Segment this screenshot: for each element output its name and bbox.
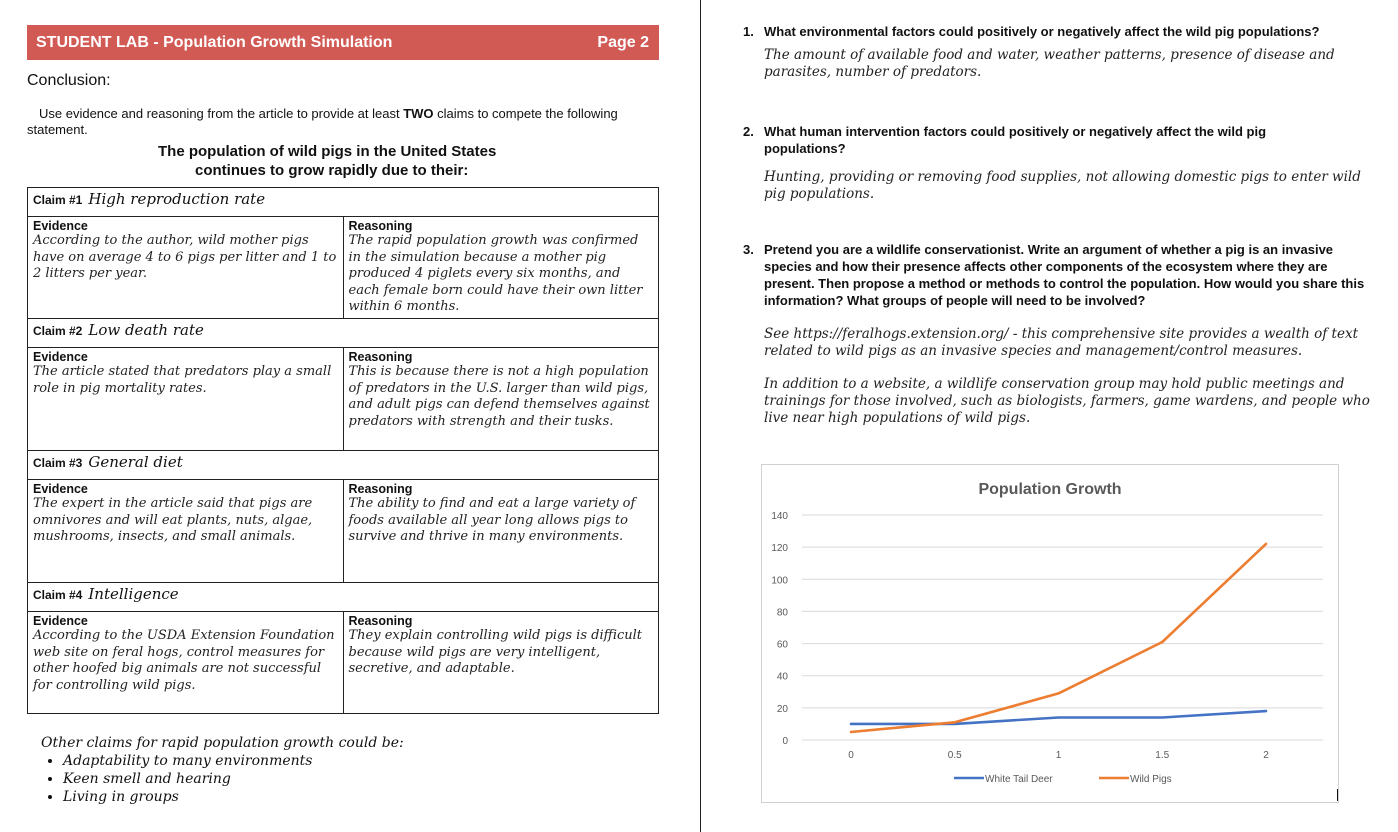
evidence-reasoning-row <box>28 480 659 583</box>
x-tick-label: 0.5 <box>947 750 962 761</box>
claim-label: Claim #4 <box>33 588 83 602</box>
question-number: 1. <box>743 24 754 39</box>
question-1 <box>743 23 1373 40</box>
text-cursor <box>1337 789 1338 801</box>
claim-answer: Intelligence <box>88 585 179 603</box>
reasoning-cell <box>343 348 659 451</box>
claim-statement <box>27 142 659 180</box>
evidence-reasoning-row <box>28 348 659 451</box>
claim-row <box>28 319 659 348</box>
y-tick-label: 60 <box>776 639 788 651</box>
y-tick-label: 80 <box>776 607 788 619</box>
x-tick-label: 2 <box>1263 750 1269 761</box>
right-page <box>702 0 1398 832</box>
claim-answer: General diet <box>88 453 183 471</box>
claim-cell <box>28 188 659 217</box>
reasoning-text: The ability to find and eat a large variety of foods available all year long allows pigs to survive and thrive in many environments. <box>348 496 636 544</box>
claim-answer: Low death rate <box>88 321 204 339</box>
instructions-bold: TWO <box>403 106 434 121</box>
other-claims-list <box>41 752 404 806</box>
evidence-header: Evidence <box>33 219 88 233</box>
instructions <box>27 106 657 138</box>
evidence-text: According to the author, wild mother pigs have on average 4 to 6 pigs per litter and 1 to 2 litters per year. <box>33 233 337 281</box>
evidence-reasoning-row <box>28 612 659 714</box>
claims-table <box>27 187 659 714</box>
claim-answer: High reproduction rate <box>88 190 266 208</box>
x-tick-label: 1.5 <box>1155 750 1170 761</box>
list-item: • Adaptability to many environments <box>63 752 404 770</box>
series-line <box>851 711 1266 724</box>
claim-cell <box>28 319 659 348</box>
evidence-cell <box>28 480 344 583</box>
evidence-text: According to the USDA Extension Foundation web site on feral hogs, control measures for other hoofed big animals are not successful for controlling wild pigs. <box>33 628 335 693</box>
evidence-cell <box>28 348 344 451</box>
evidence-header: Evidence <box>33 350 88 364</box>
chart-title: Population Growth <box>978 481 1122 498</box>
x-tick-label: 1 <box>1055 750 1062 761</box>
claim-row <box>28 451 659 480</box>
instructions-text: Use evidence and reasoning from the article to provide at least <box>39 106 404 121</box>
answer-3a: See https://feralhogs.extension.org/ - this comprehensive site provides a wealth of text related to wild pigs as an invasive species and management/control measures. <box>764 326 1359 359</box>
instructions-text-end: claims to compete the following statement. <box>27 106 618 137</box>
lab-banner <box>27 25 659 60</box>
question-text: Pretend you are a wildlife conservationist. Write an argument of whether a pig is an invasive species and how their presence affects other components of the ecosystem where they are present. Then propose a method or methods to control the population. How would you share this information? What groups of people will need to be involved? <box>764 242 1365 308</box>
reasoning-cell <box>343 480 659 583</box>
claim-cell <box>28 583 659 612</box>
question-3 <box>743 241 1373 309</box>
y-tick-label: 120 <box>771 543 788 555</box>
reasoning-header: Reasoning <box>348 614 413 628</box>
legend-label: Wild Pigs <box>1130 774 1172 785</box>
claim-label: Claim #1 <box>33 193 83 207</box>
claim-label: Claim #3 <box>33 456 83 470</box>
reasoning-cell <box>343 217 659 319</box>
population-growth-chart <box>761 464 1339 803</box>
answer-3b: In addition to a website, a wildlife conservation group may hold public meetings and trainings for those involved, such as biologists, farmers, game wardens, and people who live near high populations of wild pigs. <box>764 376 1370 426</box>
reasoning-text: They explain controlling wild pigs is difficult because wild pigs are very intelligent, secretive, and adaptable. <box>348 628 643 676</box>
reasoning-text: The rapid population growth was confirmed in the simulation because a mother pig produced 4 piglets every six months, and each female born could have their own litter within 6 months. <box>348 233 643 314</box>
legend-label: White Tail Deer <box>985 774 1053 785</box>
other-claims-heading: Other claims for rapid population growth could be: <box>41 735 404 751</box>
answer-2: Hunting, providing or removing food supplies, not allowing domestic pigs to enter wild pig populations. <box>764 169 1361 202</box>
other-claims <box>41 734 404 806</box>
claim-cell <box>28 451 659 480</box>
page-divider <box>700 0 701 832</box>
evidence-text: The expert in the article said that pigs are omnivores and will eat plants, nuts, algae, mushrooms, insects, and small animals. <box>33 496 313 544</box>
evidence-header: Evidence <box>33 614 88 628</box>
series-line <box>851 544 1266 732</box>
evidence-text: The article stated that predators play a small role in pig mortality rates. <box>33 364 332 396</box>
conclusion-heading: Conclusion: <box>27 72 111 89</box>
y-tick-label: 40 <box>776 671 788 683</box>
banner-title: STUDENT LAB - Population Growth Simulation <box>36 34 393 51</box>
evidence-cell <box>28 217 344 319</box>
question-number: 3. <box>743 242 754 257</box>
y-tick-label: 100 <box>771 575 788 587</box>
evidence-cell <box>28 612 344 714</box>
reasoning-cell <box>343 612 659 714</box>
statement-line-2: continues to grow rapidly due to their: <box>195 162 469 179</box>
claim-row <box>28 188 659 217</box>
reasoning-header: Reasoning <box>348 350 413 364</box>
y-tick-label: 0 <box>782 736 788 747</box>
x-tick-label: 0 <box>848 750 854 761</box>
question-text: What environmental factors could positively or negatively affect the wild pig populations? <box>764 24 1320 39</box>
y-tick-label: 140 <box>771 511 788 522</box>
banner-page-number: Page 2 <box>597 34 649 51</box>
list-item: • Living in groups <box>63 788 404 806</box>
question-2 <box>743 123 1373 157</box>
chart-canvas <box>762 465 1338 802</box>
y-tick-label: 20 <box>776 703 788 715</box>
claim-label: Claim #2 <box>33 324 83 338</box>
answer-1: The amount of available food and water, weather patterns, presence of disease and parasites, number of predators. <box>764 47 1335 80</box>
list-item: • Keen smell and hearing <box>63 770 404 788</box>
reasoning-header: Reasoning <box>348 482 413 496</box>
statement-line-1: The population of wild pigs in the United States <box>158 143 497 160</box>
reasoning-text: This is because there is not a high population of predators in the U.S. larger than wild pigs, and adult pigs can defend themselves against predators with strength and their tusks. <box>348 364 650 429</box>
evidence-header: Evidence <box>33 482 88 496</box>
question-number: 2. <box>743 124 754 139</box>
claim-row <box>28 583 659 612</box>
question-text: What human intervention factors could positively or negatively affect the wild pig populations? <box>764 124 1267 156</box>
evidence-reasoning-row <box>28 217 659 319</box>
reasoning-header: Reasoning <box>348 219 413 233</box>
